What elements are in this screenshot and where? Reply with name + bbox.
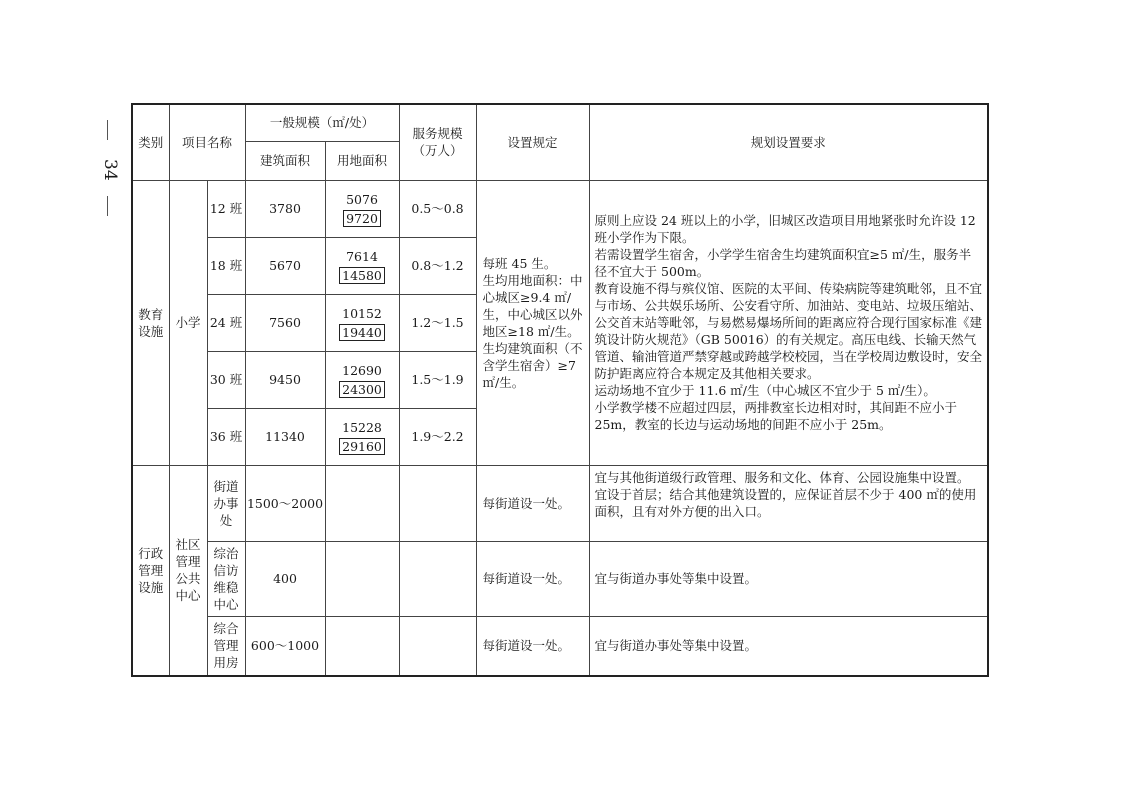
item-primary-school: 小学: [169, 180, 207, 465]
land-area-boxed-value: 9720: [343, 210, 381, 227]
group-community-center: 社区管理公共中心: [169, 465, 207, 676]
category-admin: 行政管理设施: [132, 465, 169, 676]
header-planning-requirements: 规划设置要求: [589, 104, 988, 180]
land-area-boxed-value: 24300: [339, 381, 385, 398]
land-area-boxed-value: 29160: [339, 438, 385, 455]
setting-rule-value: 每街道设一处。: [476, 541, 589, 616]
item-name: 综治信访维稳中心: [213, 545, 239, 612]
land-area-value: 10152: [342, 305, 382, 321]
land-area-cell: [325, 408, 399, 465]
service-scale-value: 1.5～1.9: [399, 351, 476, 408]
land-area-cell: [325, 180, 399, 237]
building-area-value: 1500～2000: [245, 465, 325, 541]
land-area-value: 5076: [346, 191, 378, 207]
class-count: 30 班: [207, 351, 245, 408]
requirement-line: 宜与其他街道级行政管理、服务和文化、体育、公园设施集中设置。: [594, 469, 970, 485]
setting-rule-value: 每街道设一处。: [476, 616, 589, 676]
header-item-name: 项目名称: [169, 104, 245, 180]
requirement-line: 运动场地不宜少于 11.6 ㎡/生（中心城区不宜少于 5 ㎡/生）。: [594, 383, 936, 398]
page-number-rule-top: [107, 120, 108, 140]
rule-line: 生均建筑面积（不含学生宿舍）≥7 ㎡/生。: [482, 340, 583, 390]
building-area-value: 7560: [245, 294, 325, 351]
land-area-value: 7614: [346, 248, 378, 264]
rule-line: 生均用地面积：中心城区≥9.4 ㎡/生，中心城区以外地区≥18 ㎡/生。: [482, 272, 583, 339]
requirement-cell: [589, 465, 988, 541]
land-area-cell: [325, 351, 399, 408]
class-count: 12 班: [207, 180, 245, 237]
requirement-line: 若需设置学生宿舍，小学学生宿舍生均建筑面积宜≥5 ㎡/生，服务半径不宜大于 500m。: [594, 247, 972, 279]
land-area-boxed-value: 19440: [339, 324, 385, 341]
building-area-value: 9450: [245, 351, 325, 408]
land-area-value: 15228: [342, 419, 382, 435]
requirement-cell: [589, 541, 988, 616]
building-area-value: 600～1000: [245, 616, 325, 676]
class-count: 18 班: [207, 237, 245, 294]
service-scale-value: [399, 541, 476, 616]
education-requirements: [589, 180, 988, 465]
item-name: 街道办事处: [213, 478, 239, 528]
land-area-boxed-value: 14580: [339, 267, 385, 284]
requirement-line: 宜设于首层；结合其他建筑设置的，应保证首层不少于 400 ㎡的使用面积，且有对外方便的出入口。: [594, 486, 977, 519]
requirement-line: 小学教学楼不应超过四层，两排教室长边相对时，其间距不应小于 25m，教室的长边与运动场地的间距不应小于 25m。: [594, 400, 958, 432]
building-area-value: 3780: [245, 180, 325, 237]
item-name-cell: [207, 465, 245, 541]
class-count: 36 班: [207, 408, 245, 465]
service-scale-value: 1.2～1.5: [399, 294, 476, 351]
page-number: 34: [100, 159, 120, 181]
category-education: 教育设施: [132, 180, 169, 465]
requirement-line: 教育设施不得与殡仪馆、医院的太平间、传染病院等建筑毗邻，且不宜与市场、公共娱乐场所、公安看守所、加油站、变电站、垃圾压缩站、公交首末站等毗邻，与易燃易爆场所间的距离应符合现行国家标准《建筑设计防火规范》（GB 50016）的有关规定。高压电线、长输天然气管道、输油管道严禁穿越或跨越学校校园，当在学校周边敷设时，安全防护距离应符合本规定及其他相关要求。: [594, 281, 983, 381]
requirement-line: 宜与街道办事处等集中设置。: [594, 571, 758, 586]
facility-standards-table: [131, 103, 989, 677]
service-scale-value: 1.9～2.2: [399, 408, 476, 465]
item-name-cell: [207, 616, 245, 676]
land-area-cell: [325, 237, 399, 294]
service-scale-value: [399, 465, 476, 541]
header-building-area: 建筑面积: [245, 141, 325, 180]
land-area-value: [325, 465, 399, 541]
class-count: 24 班: [207, 294, 245, 351]
building-area-value: 5670: [245, 237, 325, 294]
requirement-cell: [589, 616, 988, 676]
land-area-value: [325, 616, 399, 676]
header-service-scale: 服务规模（万人）: [399, 104, 476, 180]
service-scale-value: 0.8～1.2: [399, 237, 476, 294]
rule-line: 每班 45 生。: [482, 255, 557, 271]
building-area-value: 400: [245, 541, 325, 616]
land-area-value: 12690: [342, 362, 382, 378]
header-land-area: 用地面积: [325, 141, 399, 180]
header-setting-rule: 设置规定: [476, 104, 589, 180]
page-number-rule-bottom: [107, 196, 108, 216]
setting-rule-value: 每街道设一处。: [476, 465, 589, 541]
item-name-cell: [207, 541, 245, 616]
requirement-line: 原则上应设 24 班以上的小学，旧城区改造项目用地紧张时允许设 12 班小学作为下限。: [594, 213, 976, 245]
item-name: 综合管理用房: [213, 621, 239, 671]
service-scale-value: [399, 616, 476, 676]
building-area-value: 11340: [245, 408, 325, 465]
requirement-line: 宜与街道办事处等集中设置。: [594, 638, 758, 654]
land-area-cell: [325, 294, 399, 351]
header-category: 类别: [132, 104, 169, 180]
service-scale-value: 0.5～0.8: [399, 180, 476, 237]
education-setting-rule: [476, 180, 589, 465]
header-general-scale: 一般规模（㎡/处）: [245, 104, 399, 141]
land-area-value: [325, 541, 399, 616]
